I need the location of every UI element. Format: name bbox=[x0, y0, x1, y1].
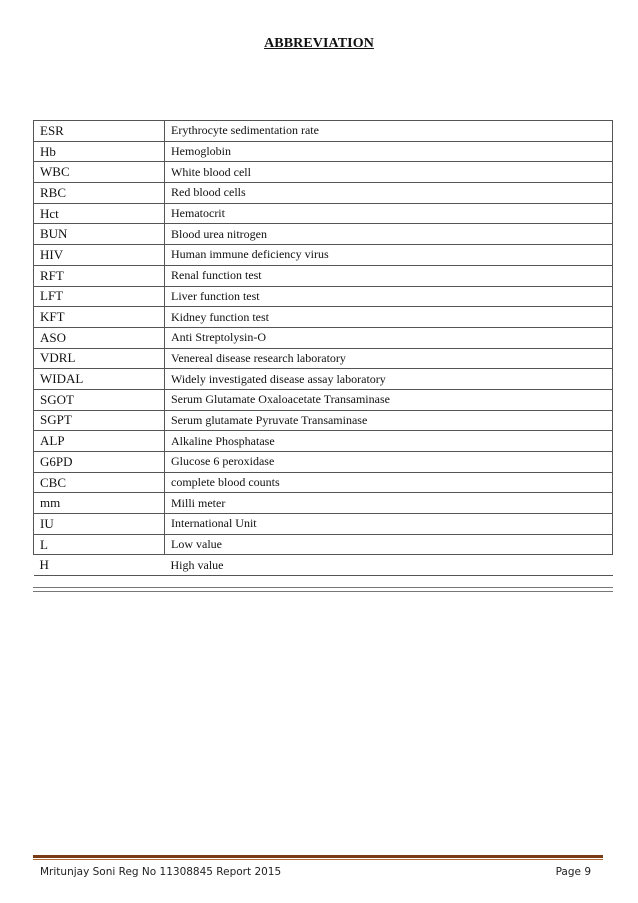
table-row bbox=[34, 286, 613, 307]
footer-page-number: Page 9 bbox=[555, 866, 591, 878]
meaning-cell: Anti Streptolysin-O bbox=[165, 327, 613, 348]
table-row bbox=[34, 410, 613, 431]
meaning-cell: Glucose 6 peroxidase bbox=[165, 452, 613, 473]
meaning-cell: Red blood cells bbox=[165, 183, 613, 204]
meaning-cell: White blood cell bbox=[165, 162, 613, 183]
abbreviation-cell: H bbox=[34, 555, 165, 576]
abbreviation-cell: SGPT bbox=[34, 410, 165, 431]
abbreviation-cell: L bbox=[34, 534, 165, 555]
table-row bbox=[34, 534, 613, 555]
abbreviation-cell: SGOT bbox=[34, 389, 165, 410]
table-row bbox=[34, 141, 613, 162]
abbreviation-table bbox=[33, 120, 613, 576]
table-row bbox=[34, 162, 613, 183]
abbreviation-cell: Hct bbox=[34, 203, 165, 224]
abbreviation-cell: LFT bbox=[34, 286, 165, 307]
meaning-cell: Human immune deficiency virus bbox=[165, 245, 613, 266]
table-row bbox=[34, 452, 613, 473]
meaning-cell: High value bbox=[165, 555, 613, 576]
meaning-cell: Low value bbox=[165, 534, 613, 555]
abbreviation-cell: ESR bbox=[34, 121, 165, 142]
page-title: ABBREVIATION bbox=[264, 36, 374, 51]
meaning-cell: Widely investigated disease assay laboratory bbox=[165, 369, 613, 390]
table-row bbox=[34, 493, 613, 514]
abbreviation-cell: ALP bbox=[34, 431, 165, 452]
table-row bbox=[34, 327, 613, 348]
table-row bbox=[34, 472, 613, 493]
table-end-divider bbox=[33, 587, 613, 592]
footer-divider bbox=[33, 855, 603, 860]
table-row bbox=[34, 245, 613, 266]
abbreviation-cell: VDRL bbox=[34, 348, 165, 369]
table-row bbox=[34, 121, 613, 142]
abbreviation-cell: WIDAL bbox=[34, 369, 165, 390]
table-row bbox=[34, 431, 613, 452]
table-row bbox=[34, 224, 613, 245]
meaning-cell: Renal function test bbox=[165, 265, 613, 286]
table-row bbox=[34, 307, 613, 328]
abbreviation-cell: Hb bbox=[34, 141, 165, 162]
abbreviation-cell: WBC bbox=[34, 162, 165, 183]
meaning-cell: Serum glutamate Pyruvate Transaminase bbox=[165, 410, 613, 431]
abbreviation-cell: HIV bbox=[34, 245, 165, 266]
abbreviation-cell: KFT bbox=[34, 307, 165, 328]
abbreviation-cell: BUN bbox=[34, 224, 165, 245]
meaning-cell: Hematocrit bbox=[165, 203, 613, 224]
table-row bbox=[34, 389, 613, 410]
abbreviation-cell: mm bbox=[34, 493, 165, 514]
meaning-cell: complete blood counts bbox=[165, 472, 613, 493]
abbreviation-cell: RFT bbox=[34, 265, 165, 286]
table-row bbox=[34, 203, 613, 224]
table-row bbox=[34, 348, 613, 369]
meaning-cell: Liver function test bbox=[165, 286, 613, 307]
abbreviation-cell: IU bbox=[34, 514, 165, 535]
meaning-cell: Alkaline Phosphatase bbox=[165, 431, 613, 452]
table-row bbox=[34, 369, 613, 390]
abbreviation-cell: ASO bbox=[34, 327, 165, 348]
table-row bbox=[34, 555, 613, 576]
table-row bbox=[34, 514, 613, 535]
meaning-cell: Serum Glutamate Oxaloacetate Transaminase bbox=[165, 389, 613, 410]
meaning-cell: Kidney function test bbox=[165, 307, 613, 328]
footer-author-text: Mritunjay Soni Reg No 11308845 Report 2015 bbox=[40, 866, 282, 878]
meaning-cell: Milli meter bbox=[165, 493, 613, 514]
meaning-cell: Hemoglobin bbox=[165, 141, 613, 162]
table-row bbox=[34, 183, 613, 204]
table-row bbox=[34, 265, 613, 286]
meaning-cell: Venereal disease research laboratory bbox=[165, 348, 613, 369]
meaning-cell: Erythrocyte sedimentation rate bbox=[165, 121, 613, 142]
abbreviation-cell: G6PD bbox=[34, 452, 165, 473]
abbreviation-cell: CBC bbox=[34, 472, 165, 493]
abbreviation-cell: RBC bbox=[34, 183, 165, 204]
meaning-cell: Blood urea nitrogen bbox=[165, 224, 613, 245]
meaning-cell: International Unit bbox=[165, 514, 613, 535]
